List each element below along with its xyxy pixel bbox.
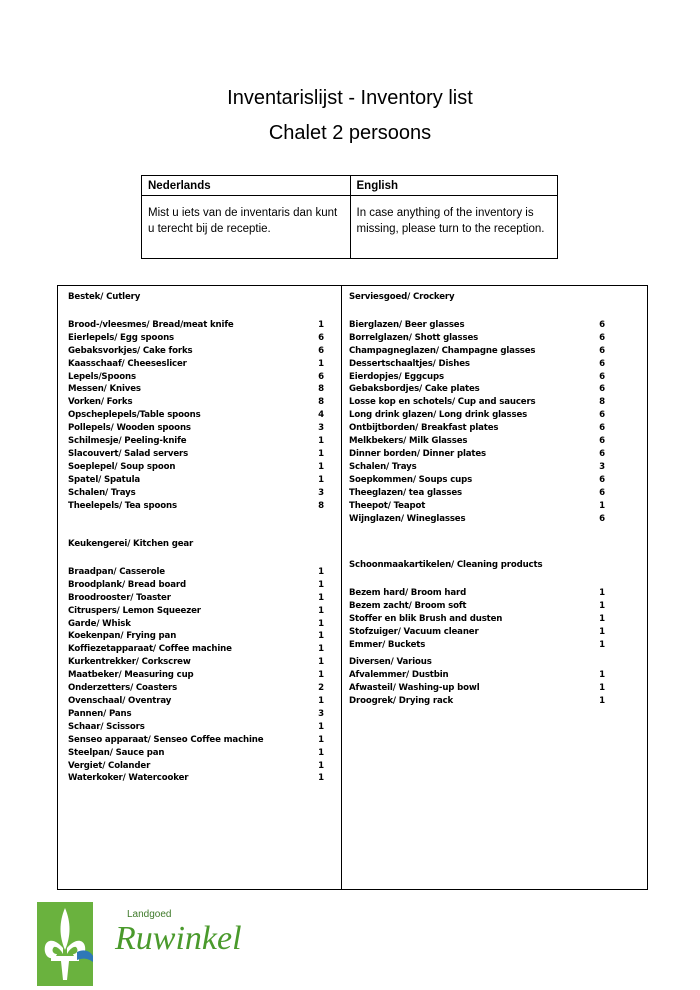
list-item [349, 345, 605, 358]
item-name: Losse kop en schotels/ Cup and saucers [349, 397, 536, 408]
item-name: Pollepels/ Wooden spoons [68, 423, 191, 434]
item-quantity: 1 [318, 631, 324, 642]
section-title: Keukengerei/ Kitchen gear [68, 539, 194, 549]
list-item [349, 613, 605, 626]
page-subtitle: Chalet 2 persoons [268, 122, 432, 144]
info-nl [142, 176, 350, 258]
list-item [349, 474, 605, 487]
item-name: Steelpan/ Sauce pan [68, 747, 165, 758]
info-nl-text: Mist u iets van de inventaris dan kunt u terecht bij de receptie. [148, 207, 338, 235]
list-item [68, 643, 324, 656]
list-item [349, 461, 605, 474]
item-name: Messen/ Knives [68, 384, 141, 395]
item-quantity: 6 [599, 410, 605, 421]
item-quantity: 1 [318, 358, 324, 369]
list-item [349, 396, 605, 409]
item-quantity: 1 [318, 448, 324, 459]
list-item [68, 319, 324, 332]
list-item [68, 721, 324, 734]
item-list [68, 566, 324, 785]
item-quantity: 6 [599, 319, 605, 330]
list-item [349, 669, 605, 682]
list-item [349, 371, 605, 384]
item-quantity: 1 [599, 587, 605, 598]
list-item [68, 708, 324, 721]
item-name: Lepels/Spoons [68, 371, 136, 382]
item-quantity: 1 [599, 500, 605, 511]
item-name: Waterkoker/ Watercooker [68, 773, 189, 784]
list-item [68, 332, 324, 345]
item-name: Dessertschaaltjes/ Dishes [349, 358, 470, 369]
list-item [349, 448, 605, 461]
item-quantity: 6 [318, 345, 324, 356]
item-name: Afwasteil/ Washing-up bowl [349, 682, 480, 693]
item-name: Senseo apparaat/ Senseo Coffee machine [68, 734, 264, 745]
list-item [68, 396, 324, 409]
item-name: Eierlepels/ Egg spoons [68, 332, 175, 343]
item-list [349, 587, 605, 652]
list-item [68, 734, 324, 747]
item-quantity: 1 [318, 436, 324, 447]
item-name: Ontbijtborden/ Breakfast plates [349, 423, 499, 434]
item-quantity: 1 [318, 747, 324, 758]
list-item [68, 682, 324, 695]
list-item [349, 587, 605, 600]
item-list [349, 319, 605, 526]
list-item [349, 358, 605, 371]
item-name: Soeplepel/ Soup spoon [68, 461, 176, 472]
item-quantity: 1 [318, 592, 324, 603]
list-item [68, 487, 324, 500]
item-name: Bezem zacht/ Broom soft [349, 600, 467, 611]
item-quantity: 1 [318, 721, 324, 732]
list-item [68, 747, 324, 760]
item-name: Champagneglazen/ Champagne glasses [349, 345, 536, 356]
item-name: Broodplank/ Bread board [68, 579, 186, 590]
list-item [349, 682, 605, 695]
item-quantity: 1 [599, 682, 605, 693]
item-quantity: 1 [318, 579, 324, 590]
item-name: Opscheplepels/Table spoons [68, 410, 201, 421]
list-item [349, 383, 605, 396]
info-en-heading: English [351, 178, 558, 196]
list-item [68, 605, 324, 618]
item-name: Gebaksvorkjes/ Cake forks [68, 345, 193, 356]
logo-big-text: Ruwinkel [115, 920, 242, 957]
column-divider [341, 286, 342, 889]
item-quantity: 1 [599, 639, 605, 650]
item-name: Droogrek/ Drying rack [349, 695, 454, 706]
list-item [68, 383, 324, 396]
item-quantity: 6 [599, 358, 605, 369]
item-name: Soepkommen/ Soups cups [349, 474, 473, 485]
list-item [349, 409, 605, 422]
list-item [349, 422, 605, 435]
item-quantity: 1 [599, 600, 605, 611]
list-item [349, 319, 605, 332]
item-quantity: 1 [318, 461, 324, 472]
item-quantity: 1 [318, 670, 324, 681]
list-item [68, 630, 324, 643]
item-name: Wijnglazen/ Wineglasses [349, 513, 466, 524]
item-name: Pannen/ Pans [68, 708, 132, 719]
list-item [68, 579, 324, 592]
item-quantity: 1 [318, 760, 324, 771]
item-quantity: 3 [318, 487, 324, 498]
item-name: Schalen/ Trays [349, 461, 417, 472]
item-quantity: 6 [599, 487, 605, 498]
info-table [141, 175, 558, 259]
item-quantity: 1 [318, 319, 324, 330]
item-name: Emmer/ Buckets [349, 639, 426, 650]
list-item [68, 409, 324, 422]
item-name: Vorken/ Forks [68, 397, 133, 408]
logo [37, 902, 252, 986]
item-quantity: 6 [599, 384, 605, 395]
item-quantity: 1 [318, 734, 324, 745]
list-item [68, 500, 324, 513]
item-name: Brood-/vleesmes/ Bread/meat knife [68, 319, 234, 330]
item-quantity: 6 [599, 345, 605, 356]
list-item [68, 592, 324, 605]
item-quantity: 3 [318, 708, 324, 719]
list-item [68, 566, 324, 579]
logo-small-text: Landgoed [127, 909, 172, 920]
item-name: Gebaksbordjes/ Cake plates [349, 384, 480, 395]
item-name: Slacouvert/ Salad servers [68, 448, 189, 459]
item-name: Stoffer en blik Brush and dusten [349, 613, 503, 624]
section-title: Schoonmaakartikelen/ Cleaning products [349, 560, 543, 570]
info-en-text: In case anything of the inventory is missing, please turn to the reception. [356, 207, 545, 235]
item-quantity: 1 [318, 695, 324, 706]
item-name: Ovenschaal/ Oventray [68, 695, 172, 706]
item-name: Theeglazen/ tea glasses [349, 487, 462, 498]
section-title: Serviesgoed/ Crockery [349, 292, 455, 302]
section-cleaning [349, 559, 605, 651]
list-item [68, 435, 324, 448]
item-name: Spatel/ Spatula [68, 474, 141, 485]
item-name: Schaar/ Scissors [68, 721, 145, 732]
item-quantity: 6 [318, 332, 324, 343]
item-quantity: 6 [599, 332, 605, 343]
item-name: Garde/ Whisk [68, 618, 131, 629]
page-title: Inventarislijst - Inventory list [227, 87, 473, 109]
list-item [68, 618, 324, 631]
item-name: Citruspers/ Lemon Squeezer [68, 605, 201, 616]
item-quantity: 1 [599, 695, 605, 706]
item-quantity: 8 [318, 397, 324, 408]
item-quantity: 2 [318, 683, 324, 694]
item-name: Broodrooster/ Toaster [68, 592, 171, 603]
item-name: Schilmesje/ Peeling-knife [68, 436, 187, 447]
item-quantity: 1 [318, 657, 324, 668]
item-name: Kaasschaaf/ Cheeseslicer [68, 358, 187, 369]
list-item [68, 371, 324, 384]
item-name: Dinner borden/ Dinner plates [349, 448, 487, 459]
section-crockery [349, 291, 605, 525]
item-quantity: 6 [599, 436, 605, 447]
list-item [68, 345, 324, 358]
item-quantity: 6 [599, 474, 605, 485]
fleur-de-lis-icon [37, 902, 93, 986]
item-name: Onderzetters/ Coasters [68, 683, 178, 694]
list-item [68, 656, 324, 669]
section-misc [349, 656, 605, 708]
list-item [349, 639, 605, 652]
inventory-box [57, 285, 648, 890]
item-quantity: 3 [599, 461, 605, 472]
list-item [68, 422, 324, 435]
list-item [68, 358, 324, 371]
list-item [349, 332, 605, 345]
item-name: Long drink glazen/ Long drink glasses [349, 410, 528, 421]
item-quantity: 1 [318, 644, 324, 655]
list-item [349, 435, 605, 448]
list-item [68, 669, 324, 682]
item-name: Bierglazen/ Beer glasses [349, 319, 465, 330]
list-item [68, 695, 324, 708]
item-quantity: 1 [318, 618, 324, 629]
item-quantity: 6 [318, 371, 324, 382]
list-item [68, 760, 324, 773]
item-quantity: 6 [599, 448, 605, 459]
item-list [68, 319, 324, 513]
item-name: Maatbeker/ Measuring cup [68, 670, 194, 681]
item-quantity: 1 [599, 669, 605, 680]
item-name: Eierdopjes/ Eggcups [349, 371, 444, 382]
list-item [349, 513, 605, 526]
list-item [349, 626, 605, 639]
list-item [349, 695, 605, 708]
item-quantity: 1 [318, 566, 324, 577]
item-name: Melkbekers/ Milk Glasses [349, 436, 468, 447]
item-quantity: 6 [599, 423, 605, 434]
item-quantity: 8 [318, 384, 324, 395]
list-item [349, 487, 605, 500]
item-name: Borrelglazen/ Shott glasses [349, 332, 479, 343]
item-quantity: 1 [599, 613, 605, 624]
section-cutlery [68, 291, 324, 513]
item-name: Vergiet/ Colander [68, 760, 151, 771]
section-title: Diversen/ Various [349, 657, 432, 667]
item-quantity: 3 [318, 423, 324, 434]
item-quantity: 6 [599, 371, 605, 382]
item-name: Koekenpan/ Frying pan [68, 631, 177, 642]
section-title: Bestek/ Cutlery [68, 292, 141, 302]
info-en [350, 176, 558, 258]
item-quantity: 8 [318, 500, 324, 511]
item-name: Schalen/ Trays [68, 487, 136, 498]
list-item [68, 772, 324, 785]
list-item [349, 500, 605, 513]
list-item [349, 600, 605, 613]
info-nl-heading: Nederlands [142, 178, 350, 196]
item-name: Theelepels/ Tea spoons [68, 500, 177, 511]
item-quantity: 1 [318, 773, 324, 784]
item-name: Kurkentrekker/ Corkscrew [68, 657, 191, 668]
item-name: Stofzuiger/ Vacuum cleaner [349, 626, 479, 637]
list-item [68, 448, 324, 461]
item-quantity: 4 [318, 410, 324, 421]
item-quantity: 1 [318, 474, 324, 485]
item-name: Afvalemmer/ Dustbin [349, 669, 449, 680]
list-item [68, 461, 324, 474]
item-quantity: 8 [599, 397, 605, 408]
item-name: Braadpan/ Casserole [68, 566, 165, 577]
list-item [68, 474, 324, 487]
section-kitchen [68, 538, 324, 785]
item-quantity: 6 [599, 513, 605, 524]
item-name: Theepot/ Teapot [349, 500, 426, 511]
item-name: Bezem hard/ Broom hard [349, 587, 467, 598]
item-name: Koffiezetapparaat/ Coffee machine [68, 644, 232, 655]
item-quantity: 1 [599, 626, 605, 637]
item-list [349, 669, 605, 708]
item-quantity: 1 [318, 605, 324, 616]
